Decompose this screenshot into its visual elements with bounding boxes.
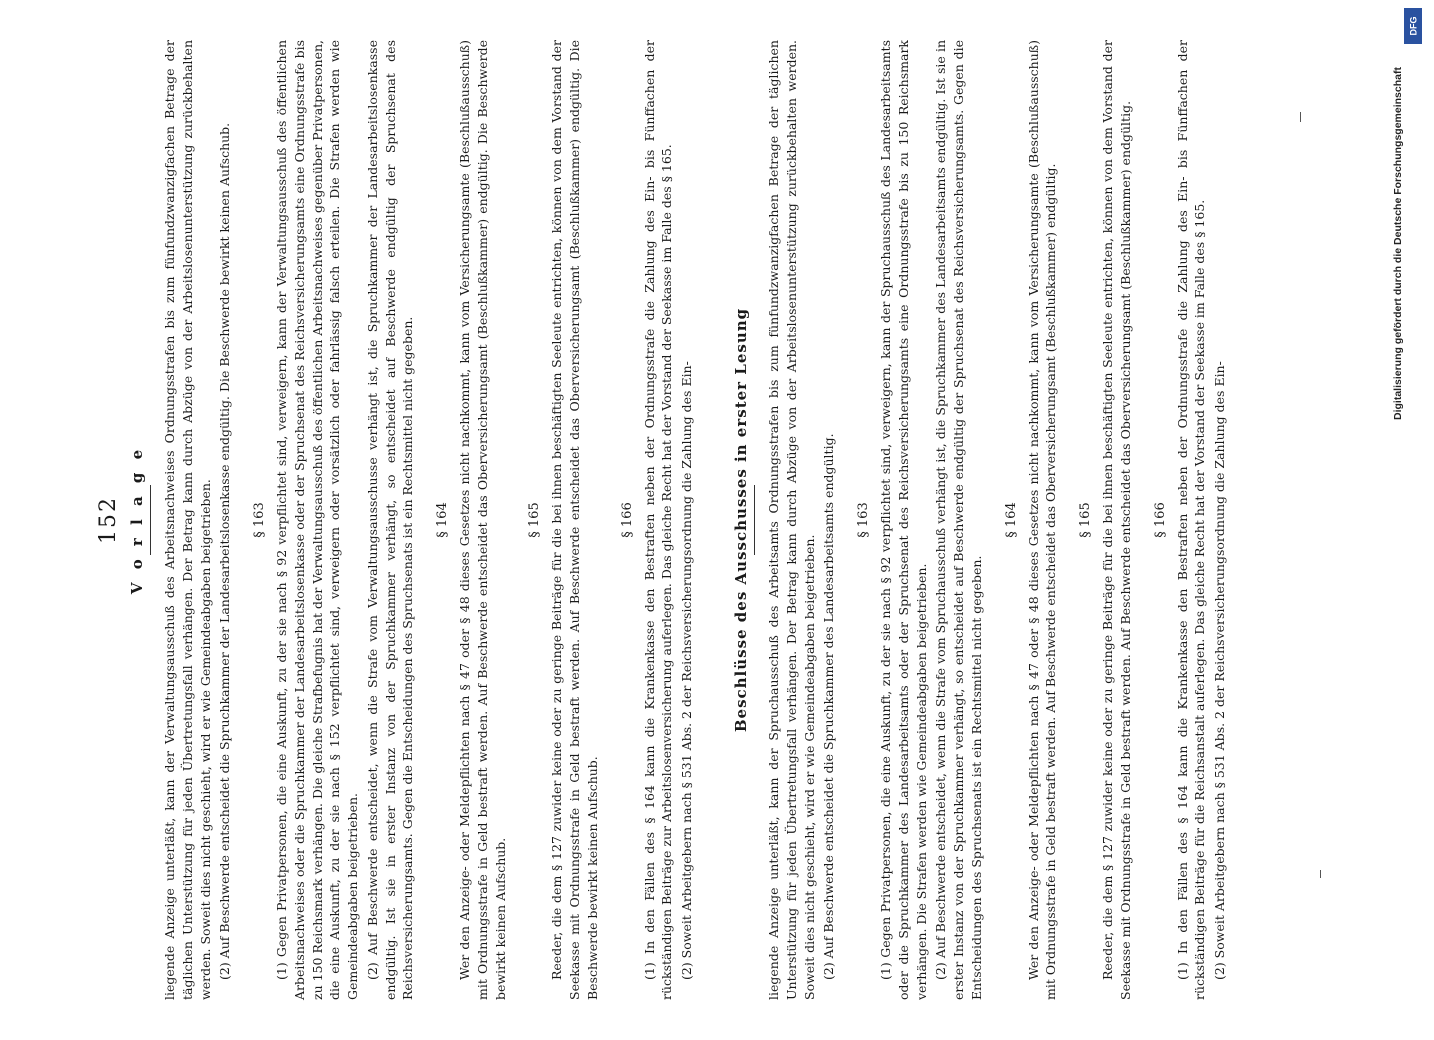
margin-mark — [1320, 870, 1321, 878]
paragraph: (2) Auf Beschwerde entscheidet die Spruchkammer des Landesarbeitsamts endgültig. — [821, 433, 837, 980]
paragraph: liegende Anzeige unterläßt, kann der Spruchausschuß des Arbeitsamts Ordnungsstrafen bis zum fünfundzwanzigfachen Betrage der täglichen Unterstützung für jeden Übertretungsfall verhängen. Der Betrag kann durch Abzüge von der Arbeitslosenunterstützung zurückbehalten werden. Soweit dies nicht geschieht, wird er wie Gemeindeabgaben beigetrieben. — [766, 40, 817, 1000]
section-heading: § 164 — [1003, 502, 1019, 538]
paragraph: (1) In den Fällen des § 164 kann die Krankenkasse den Bestraften neben der Ordnungsstrafe die Zahlung des Ein- bis Fünffachen der rückständigen Beiträge zur Arbeitslosenversicherung auferlegen. Das gleiche Recht hat der Vorstand der Seekasse im Falle des § 165. — [641, 40, 675, 1000]
digitization-credit: Digitalisierung gefördert durch die Deutsche Forschungsgemeinschaft — [1392, 67, 1404, 420]
section-heading: § 164 — [435, 502, 450, 538]
page-number: 152 — [96, 496, 121, 544]
section-heading: § 166 — [1152, 502, 1168, 538]
section-heading: § 165 — [527, 502, 543, 538]
paragraph: (1) Gegen Privatpersonen, die eine Auskunft, zu der sie nach § 92 verpflichtet sind, verweigern, kann der Spruchausschuß des Landesarbeitsamts oder die Spruchkammer des Landesarbeitsamts oder der Spruchsenat des Reichsversicherungsamts eine Ordnungsstrafe bis zu 150 Reichsmark verhängen. Die Strafen werden wie Gemeindeabgaben beigetrieben. — [878, 40, 929, 1000]
right-column-body — [765, 40, 1229, 1000]
left-column-vorlage — [128, 40, 694, 1000]
section-heading: § 165 — [1078, 502, 1093, 538]
right-column-beschluesse — [732, 40, 1292, 1000]
paragraph: (2) Auf Beschwerde entscheidet, wenn die Strafe vom Spruchausschuß verhängt ist, die Spruchkammer des Landesarbeitsamts endgültig. Ist sie in erster Instanz von der Spruchkammer verhängt, so entscheidet auf Beschwerde endgültig der Spruchsenat des Reichsversicherungsamts. Gegen die Entscheidungen des Spruchsenats ist ein Rechtsmittel nicht gegeben. — [933, 40, 984, 1000]
title-rule — [150, 485, 151, 555]
paragraph: Reeder, die dem § 127 zuwider keine oder zu geringe Beiträge für die bei ihnen beschäftigten Seeleute entrichten, können von dem Vorstand der Seekasse mit Ordnungsstrafe in Geld bestraft werden. Auf Beschwerde entscheidet das Oberversicherungsamt (Beschlußkammer) endgültig. — [1100, 40, 1133, 1000]
paragraph: Reeder, die dem § 127 zuwider keine oder zu geringe Beiträge für die bei ihnen beschäftigten Seeleute entrichten, können von dem Vorstand der Seekasse mit Ordnungsstrafe in Geld bestraft werden. Auf Beschwerde entscheidet das Oberversicherungsamt (Beschlußkammer) endgültig. Die Beschwerde bewirkt keinen Aufschub. — [549, 40, 600, 1000]
rotated-page — [82, 0, 1352, 1040]
dfg-logo: DFG — [1404, 8, 1422, 44]
paragraph: (2) Soweit Arbeitgebern nach § 531 Abs. 2 der Reichsversicherungsordnung die Zahlung des Ein- — [679, 361, 694, 980]
paragraph: Wer den Anzeige- oder Meldepflichten nach § 47 oder § 48 dieses Gesetzes nicht nachkommt, kann vom Versicherungsamte (Beschlußausschuß) mit Ordnungsstrafe in Geld bestraft werden. Auf Beschwerde entscheidet das Oberversicherungsamt (Beschlußkammer) endgültig. Die Beschwerde bewirkt keinen Aufschub. — [457, 40, 508, 1000]
paragraph: (2) Auf Beschwerde entscheidet, wenn die Strafe vom Verwaltungsausschusse verhängt ist, die Spruchkammer der Landesarbeitslosenkasse endgültig. Ist sie in erster Instanz von der Spruchkammer verhängt, so entscheidet auf Beschwerde endgültig der Spruchsenat des Reichsversicherungsamts. Gegen die Entscheidungen des Spruchsenats ist ein Rechtsmittel nicht gegeben. — [364, 40, 416, 1000]
paragraph: liegende Anzeige unterläßt, kann der Verwaltungsausschuß des Arbeitsnachweises Ordnungsstrafen bis zum fünfundzwanzigfachen Betrage der täglichen Unterstützung für jeden Übertretungsfall verhängen. Der Betrag kann durch Abzüge von der Arbeitslosenunterstützung zurückbehalten werden. Soweit dies nicht geschieht, wird er wie Gemeindeabgaben beigetrieben. — [162, 40, 213, 1000]
title-rule — [754, 485, 755, 555]
paragraph: (2) Soweit Arbeitgebern nach § 531 Abs. 2 der Reichsversicherungsordnung die Zahlung des Ein- — [1212, 361, 1227, 980]
paragraph: Wer den Anzeige- oder Meldepflichten nach § 47 oder § 48 dieses Gesetzes nicht nachkommt, kann vom Versicherungsamte (Beschlußausschuß) mit Ordnungsstrafe in Geld bestraft werden. Auf Beschwerde entscheidet das Oberversicherungsamt (Beschlußkammer) endgültig. — [1025, 40, 1059, 1000]
paragraph: (1) Gegen Privatpersonen, die eine Auskunft, zu der sie nach § 92 verpflichtet sind, verweigern, kann der Verwaltungsausschuß des öffentlichen Arbeitsnachweises oder die Spruchkammer der Landesarbeitslosenkasse oder der Spruchsenat des Reichsversicherungsamts eine Ordnungsstrafe bis zu 150 Reichsmark verhängen. Die gleiche Strafbefugnis hat der Verwaltungsausschuß des öffentlichen Arbeitsnachweises gegenüber Privatpersonen, die eine Auskunft, zu der sie nach § 152 verpflichtet sind, verweigern oder vorsätzlich oder fahrlässig falsch erteilen. Die Strafen werden wie Gemeindeabgaben beigetrieben. — [274, 40, 360, 1000]
digitization-note — [1392, 0, 1434, 1000]
left-column-title: V o r l a g e — [128, 445, 146, 595]
left-column-body — [161, 40, 696, 1000]
section-heading: § 163 — [252, 502, 267, 538]
section-heading: § 166 — [619, 502, 635, 538]
section-heading: § 163 — [856, 502, 871, 538]
margin-mark — [1300, 112, 1301, 122]
paragraph: (1) In den Fällen des § 164 kann die Krankenkasse den Bestraften neben der Ordnungsstrafe die Zahlung des Ein- bis Fünffachen der rückständigen Beiträge für die Reichsanstalt auferlegen. Das gleiche Recht hat der Vorstand der Seekasse im Falle des § 165. — [1174, 40, 1208, 1000]
right-column-title: Beschlüsse des Ausschusses in erster Lesung — [732, 307, 750, 733]
paragraph: (2) Auf Beschwerde entscheidet die Spruchkammer der Landesarbeitslosenkasse endgültig. Die Beschwerde bewirkt keinen Aufschub. — [217, 122, 233, 980]
